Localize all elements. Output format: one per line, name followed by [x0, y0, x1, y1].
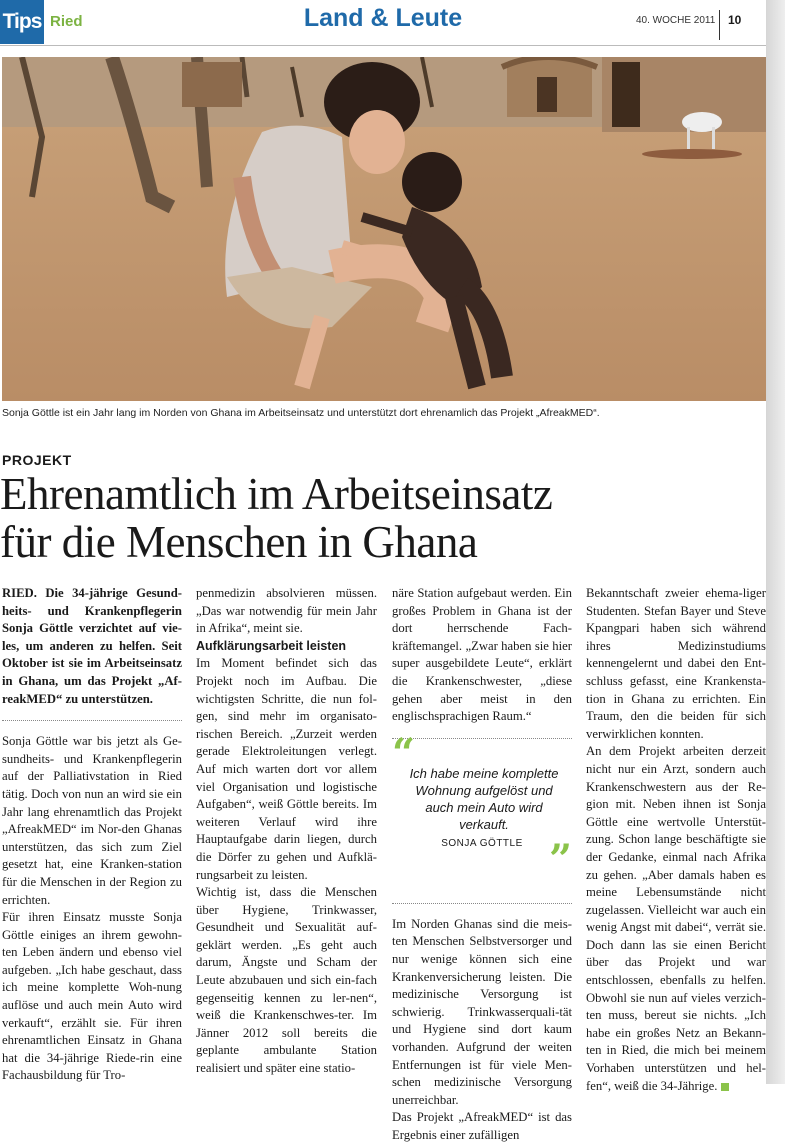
photo-illustration: [2, 57, 766, 401]
headline-line-1: Ehrenamtlich im Arbeitseinsatz: [0, 469, 553, 519]
region-label: Ried: [50, 13, 83, 30]
article-column-1: [2, 585, 182, 1085]
photo-caption: Sonja Göttle ist ein Jahr lang im Norden von Ghana im Arbeitseinsatz und unterstützt dort ehrenamlich das Projekt „AfreakMED“.: [2, 407, 600, 419]
close-quote-icon: ”: [548, 835, 572, 883]
open-quote-icon: “: [392, 729, 416, 777]
tips-logo[interactable]: Tips: [0, 0, 44, 44]
paragraph: Im Moment befindet sich das Projekt noch im Aufbau. Die wichtigsten Schritte, die nun fol-gen, sind mehr im organisato-rischen Bereich. „Zurzeit werden gerade Elektroleitungen verlegt. Auf mich warten dort vor allem viel Organisation und logistische Aufgaben“, weiß Göttle bereits. Im weiteren Verlauf wird ihre Hauptaufgabe darin liegen, durch die Dörfer zu gehen und Aufklä-rungsarbeit zu leisten.: [196, 656, 377, 882]
page-edge: [766, 0, 785, 1084]
paragraph: Sonja Göttle war bis jetzt als Ge-sundheits- und Krankenpflegerin auf der Palliativstation in Ried tätig. Doch von nun an wird sie ein Jahr lang ehrenamtlich das Projekt „AfreakMED“ im Nor-den Ghanas unterstützen, das sich zum Ziel gesetzt hat, eine Kranken-station für die Menschen in der Region zu errichten.: [2, 734, 182, 907]
paragraph-text: An dem Projekt arbeiten derzeit nicht nur ein Arzt, sondern auch Krankenschwestern aus der Re-gion mit. Neben ihnen ist Sonja Göttle eine wertvolle Unterstüt-zung. Schon lange beschäftigte sie der Gedanke, einmal nach Afrika zu gehen. „Aber damals haben es meine Lebensumstände nicht zugelassen. Vielleicht war auch ein wenig Angst mit dabei“, verrät sie. Doch dann las sie einen Bericht über das Projekt und war entschlossen, ebenfalls zu helfen. Obwohl sie nun auf vieles verzich-ten muss, bereut sie nichts. „Ich habe ein großes Netz an Bekann-ten in Ried, die mich bei meinem Vorhaben unterstützen und hel-fen“, weiß die 34-Jährige.: [586, 744, 766, 1093]
paragraph: Wichtig ist, dass die Menschen über Hygiene, Trinkwasser, Gesundheit und Sexualität auf-geklärt werden. „Es geht auch darum, Ängste und Scham der Leute abzubauen und sich ein-fach gegenseitig kennen zu ler-nen“, weiß die Krankenschwes-ter. Im Jänner 2012 soll bereits die geplante ambulante Station realisiert und später eine statio-: [196, 885, 377, 1076]
article-subhead: Aufklärungsarbeit leisten: [196, 638, 347, 653]
pull-quote: [392, 729, 572, 891]
article-lead: [2, 585, 182, 708]
header-rule: [0, 45, 766, 46]
paragraph: näre Station aufgebaut werden. Ein großes Problem in Ghana ist der dort herrschende Fach-kräftemangel. „Zwar haben sie hier super ausgebildete Leute“, erklärt die Krankenschwester, „diese gehen aber meist in den englischsprachigen Raum.“: [392, 586, 572, 724]
paragraph: Im Norden Ghanas sind die meis-ten Menschen Selbstversorger und nur wenige können sich eine Krankenversicherung leisten. Die medizinische Versorgung ist schwierig. Trinkwasserquali-tät und Hygiene sind dort kaum vorhanden. Aufgrund der weiten Entfernungen ist für viele Men-schen medizinische Versorgung unerreichbar.: [392, 916, 572, 1107]
section-title: Land & Leute: [303, 4, 463, 32]
quote-text: Ich habe meine komplette Wohnung aufgelöst und auch mein Auto wird verkauft.: [409, 765, 559, 832]
paragraph: Das Projekt „AfreakMED“ ist das Ergebnis einer zufälligen: [392, 1110, 572, 1142]
article-column-3: [392, 585, 572, 1144]
quote-author: SONJA GÖTTLE: [441, 837, 523, 849]
article-headline: [0, 470, 766, 566]
headline-line-2: für die Menschen in Ghana: [0, 517, 478, 567]
quote-divider-top: [392, 738, 572, 739]
article-kicker: PROJEKT: [2, 452, 72, 468]
article-photo: [2, 57, 766, 401]
paragraph: penmedizin absolvieren müssen. „Das war notwendig für mein Jahr in Afrika“, meint sie.: [196, 586, 377, 636]
lead-text: Die 34-jährige Gesund-heits- und Krankenpflegerin Sonja Göttle verzichtet auf vie-les, um anderen zu helfen. Seit Oktober ist sie im Arbeitseinsatz in Ghana, um das Projekt „Af-reakMED“ zu unterstützen.: [2, 586, 182, 706]
paragraph: Für ihren Einsatz musste Sonja Göttle einiges an ihrem gewohn-ten Leben ändern und ebenso viel aufgeben. „Ich habe geschaut, dass ich meine komplette Woh-nung auflöse und auch mein Auto wird verkauft“, erzählt sie. Für ihren ehrenamtlichen Einsatz in Ghana hat die 34-jährige Riede-rin eine Fachausbildung für Tro-: [2, 910, 182, 1083]
header-divider: [719, 10, 720, 40]
issue-week: 40. WOCHE 2011: [636, 15, 716, 26]
lead-divider: [2, 720, 182, 721]
page-number: 10: [728, 13, 742, 27]
paragraph-last: [586, 743, 766, 1095]
dateline: RIED.: [2, 586, 37, 600]
page-header: [0, 0, 766, 46]
quote-divider-bottom: [392, 903, 572, 904]
article-column-4: [586, 585, 766, 1095]
article-column-2: [196, 585, 377, 1078]
paragraph: Bekanntschaft zweier ehema-liger Studenten. Stefan Bayer und Steve Kpangpari haben sich während ihres Medizinstudiums kennengelernt und dabei den Ent-schluss gefasst, eine Krankensta-tion in Ghana zu errichten. Ein Traum, den die beiden für sich verwirklichen konnten.: [586, 586, 766, 741]
